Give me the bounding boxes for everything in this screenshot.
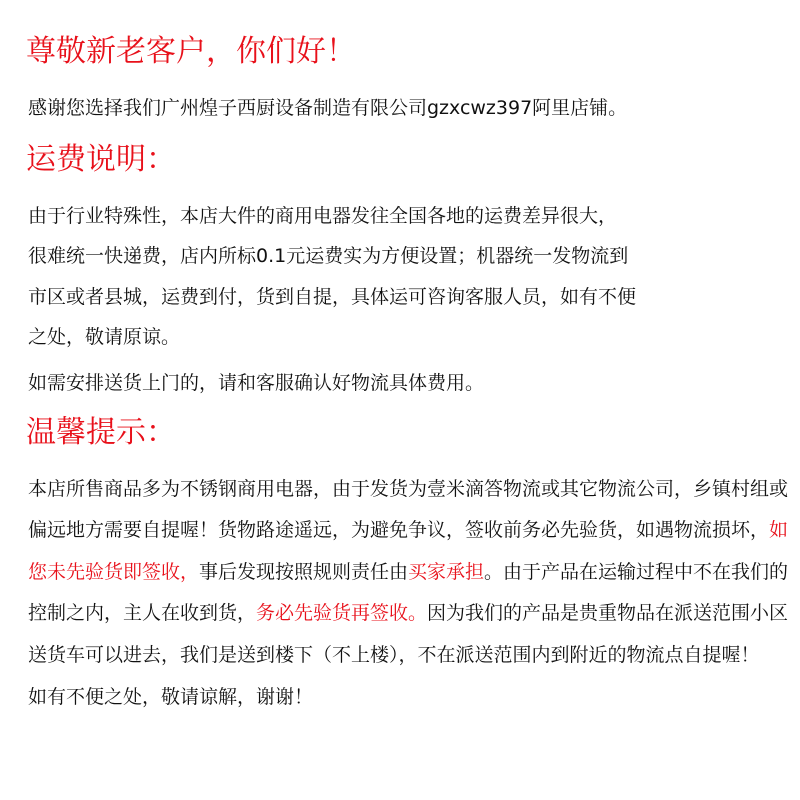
tips-line-4-text: 控制之内，主人在收到货，: [28, 602, 257, 624]
tips-line-6: [28, 684, 313, 710]
tips-line-3-text-2: 。由于产品在运输过程中不在我们的: [484, 561, 789, 583]
tips-line-2-highlight: 如: [769, 519, 789, 541]
tips-line-6-text: 如有不便之处，敬请谅解，谢谢！: [28, 686, 314, 708]
tips-line-1: [28, 476, 788, 502]
tips-line-2-text: 偏远地方需要自提喔！货物路途遥远，为避免争议，签收前务必先验货，如遇物流损坏，: [28, 519, 770, 541]
tips-title: 温馨提示：: [26, 415, 176, 450]
shipping-line-4: 之处，敬请原谅。: [28, 326, 181, 348]
greeting-title: 尊敬新老客户，你们好！: [26, 34, 356, 69]
tips-line-4-highlight: 务必先验货再签收。: [256, 602, 428, 624]
tips-line-3-text: 事后发现按照规则责任由: [199, 561, 409, 583]
tips-line-4-text-2: 因为我们的产品是贵重物品在派送范围小区: [427, 602, 789, 624]
tips-line-1-text: 本店所售商品多为不锈钢商用电器，由于发货为壹米滴答物流或其它物流公司，乡镇村组或: [28, 478, 789, 500]
shipping-line-5: 如需安排送货上门的，请和客服确认好物流具体费用。: [28, 372, 485, 394]
shipping-line-3: 市区或者县城，运费到付，货到自提，具体运可咨询客服人员，如有不便: [28, 286, 637, 308]
shipping-title: 运费说明：: [26, 142, 176, 177]
shipping-line-2: 很难统一快递费，店内所标0.1元运费实为方便设置；机器统一发物流到: [28, 245, 629, 267]
tips-line-2: [28, 517, 788, 543]
tips-line-4: [28, 600, 788, 626]
tips-line-3: [28, 559, 788, 585]
thanks-line: 感谢您选择我们广州煌子西厨设备制造有限公司gzxcwz397阿里店铺。: [28, 97, 628, 119]
tips-line-5: [28, 642, 760, 668]
tips-line-3-highlight-2: 买家承担: [408, 561, 485, 583]
tips-line-3-highlight: 您未先验货即签收，: [28, 561, 200, 583]
shipping-line-1: 由于行业特殊性，本店大件的商用电器发往全国各地的运费差异很大，: [28, 205, 618, 227]
tips-line-5-text: 送货车可以进去，我们是送到楼下（不上楼），不在派送范围内到附近的物流点自提喔！: [28, 644, 760, 666]
